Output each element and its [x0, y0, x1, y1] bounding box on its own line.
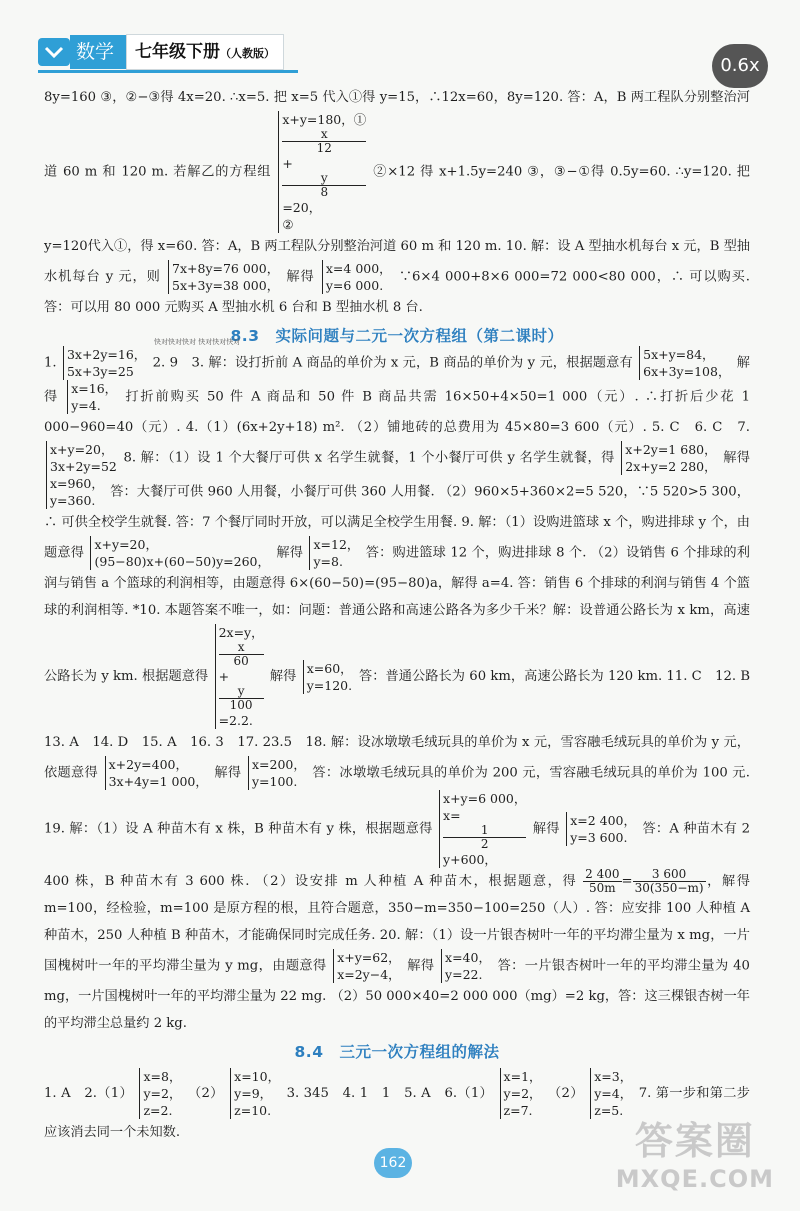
paragraph-2: 1. 3x+2y=16， 5x+3y=25 2. 9 3. 解：设打折前 A 商品的单价为 x 元，B 商品的单价为 y 元，根据题意有 5x+y=84， 6x+3y=108， 解得 x=16， y=4. 打折前购买 50 件 A 商品和 50 件 B 商品共需 16×50+4×50=1 000（元）. ∴打折后少花 1 000−960=40（元）. 4.（1）(6x+2y+18) m². （2）铺地砖的总费用为 45×80=3 600（元）. 5. C 6. C 7. x+y=20， 3x+2y=52 8. 解：（1）设 1 个大餐厅可供 x 名学生就餐，1 个小餐厅可供 y 名学生就餐，得 x+2y=1 680， 2x+y=2 280， 解得 x=960， y=360. 答：大餐厅可供 960 人用餐，小餐厅可供 360 人用餐. （2）960×5+360×2=5 520，∵5 520>5 300，∴ 可供全校学生就餐. 答：7 个餐厅同时开放，可以满足全校学生用餐. 9. 解：（1）设购进篮球 x 个，购进排球 y 个，由题意得 x+y=20， (95−80)x+(60−50)y=260， 解得 x=12， y=8. 答：购进篮球 12 个，购进排球 8 个. （2）设销售 6 个排球的利润与销售 a 个篮球的利润相等，由题意得 6×(60−50)=(95−80)a，解得 a=4. 答：销售 6 个排球的利润与销售 4 个篮球的利润相等. *10. 本题答案不唯一，如：问题：普通公路和高速公路各为多少千米？解：设普通公路长为 x km，高速公路长为 y km. 根据题意得 2x=y， x 60 + y 100 =2.2. 解得 x=60， y=120. 答：普通公路长为 60 km，高速公路长为 120 km. 11. C 12. B 13. A 14. D 15. A 16. 3 17. 23.5 18. 解：设冰墩墩毛绒玩具的单价为 x 元，雪容融毛绒玩具的单价为 y 元，依题意得 x+2y=400， 3x+4y=1 000， 解得 x=200， y=100. 答：冰墩墩毛绒玩具的单价为 200 元，雪容融毛绒玩具的单价为 100 元. 19. 解：（1）设 A 种苗木有 x 株，B 种苗木有 y 株，根据题意得 x+y=6 000， x= 1 2 y+600， 解得 x=2 400， y=3 600. 答：A 种苗木有 2 400 株，B 种苗木有 3 600 株. （2）设安排 m 人种植 A 种苗木，根据题意，得 $\frac{2 400}{50m}$ = $\frac{3 600}{30(350-m)}$ ，解得 m=100，经检验，m=100 是原方程的根，且符合题意，350−m=350−100=250（人）. 答：应安排 100 人种植 A 种苗木，250 人种植 B 种苗木，才能确保同时完成任务. 20. 解：（1）设一片银杏树叶一年的平均滞尘量为 x mg，一片国槐树叶一年的平均滞尘量为 y mg，由题意得 x+y=62， x=2y−4， 解得 x=40， y=22. 答：一片银杏树叶一年的平均滞尘量为 40 mg，一片国槐树叶一年的平均滞尘量为 22 mg. （2）50 000×40=2 000 000（mg）=2 kg，答：这三棵银杏树一年的平均滞尘总量约 2 kg. [44, 347, 764, 1031]
equation-system: x+y=20， 3x+2y=52 [46, 441, 117, 475]
solution-system: x=1， y=2， z=7. [500, 1068, 542, 1119]
paragraph-1: 8y=160 ③，②−③得 4x=20. ∴x=5. 把 x=5 代入①得 y=15，∴12x=60，8y=120. 答：A，B 两工程队分别整治河道 60 m 和 120 m. 若解乙的方程组 x+y=180，① x 12 + y 8 =20， ② ②×12 得 x+1.5y=240 ③，③−①得 0.5y=60. ∴y=120. 把 y=120代入①，得 x=60. 答：A，B 两工程队分别整治河道 60 m 和 120 m. 10. 解：设 A 型抽水机每台 x 元，B 型抽水机每台 y 元，则 7x+8y=76 000， 5x+3y=38 000， 解得 x=4 000， y=6 000. ∵6×4 000+8×6 000=72 000<80 000，∴ 可以购买. 答：可以用 80 000 元购买 A 型抽水机 6 台和 B 型抽水机 8 台. [44, 90, 751, 315]
equation-system: 2x=y， x 60 + y 100 =2.2. [215, 624, 264, 729]
fraction: $\frac{2 400}{50m}$ [585, 867, 620, 895]
subject-label: 数学 [70, 35, 126, 69]
solution-system: x=3， y=4， z=5. [590, 1068, 632, 1119]
solution-system: x=960， y=360. [46, 475, 104, 509]
fraction: $\frac{3 600}{30(350-m)}$ [634, 867, 704, 895]
solution-system: x=12， y=8. [309, 536, 359, 570]
equation-system: x+y=6 000， x= 1 2 y+600， [439, 790, 526, 868]
answer-content [44, 84, 764, 1146]
grade-label: 七年级下册（人教版） [126, 34, 284, 70]
edition-label: （人教版） [220, 47, 276, 60]
solution-system: x=10， y=9， z=10. [230, 1068, 280, 1119]
equation-system: x+2y=1 680， 2x+y=2 280， [621, 441, 716, 475]
section-title-8-3: 8.3 实际问题与二元一次方程组（第二课时） [230, 327, 564, 345]
solution-system: x=4 000， y=6 000. [322, 260, 392, 294]
equation-system: x+y=62， x=2y−4， [333, 949, 400, 983]
watermark: 答案圈 MXQE.COM [615, 1119, 774, 1193]
solution-system: x=60， y=120. [303, 660, 353, 694]
equation-system: 5x+y=84， 6x+3y=108， [639, 346, 730, 380]
solution-system: x=200， y=100. [248, 756, 306, 790]
solution-system: x=2 400， y=3 600. [566, 812, 636, 846]
equation-system: x+y=20， (95−80)x+(60−50)y=260， [90, 536, 270, 570]
page-number: 162 [374, 1148, 412, 1178]
page-header [38, 30, 284, 74]
equation-system: x+2y=400， 3x+4y=1 000， [105, 756, 208, 790]
paragraph-3: 1. A 2.（1） x=8， y=2， z=2. （2） x=10， y=9， z=10. 3. 345 4. 1 1 5. A 6.（1） x=1， y=2， z=7. （2） x=3， y=4， z=5. 7. 第一步和第二步应该消去同一个未知数. [44, 1069, 750, 1140]
solution-system: x=40， y=22. [441, 949, 491, 983]
section-title-8-4: 8.4 三元一次方程组的解法 [294, 1043, 500, 1061]
equation-system: 3x+2y=16， 5x+3y=25 [63, 346, 146, 380]
solution-system: x=8， y=2， z=2. [139, 1068, 181, 1119]
equation-system: 7x+8y=76 000， 5x+3y=38 000， [168, 260, 279, 294]
header-divider [38, 70, 298, 73]
book-logo-icon [38, 38, 70, 66]
solution-system: x=16， y=4. [67, 380, 117, 414]
playback-speed-button[interactable]: 0.6x [712, 44, 768, 88]
equation-system: x+y=180，① x 12 + y 8 =20， ② [278, 111, 366, 233]
stamp-text: 快对快对快对 快对快对快对 [154, 338, 241, 346]
